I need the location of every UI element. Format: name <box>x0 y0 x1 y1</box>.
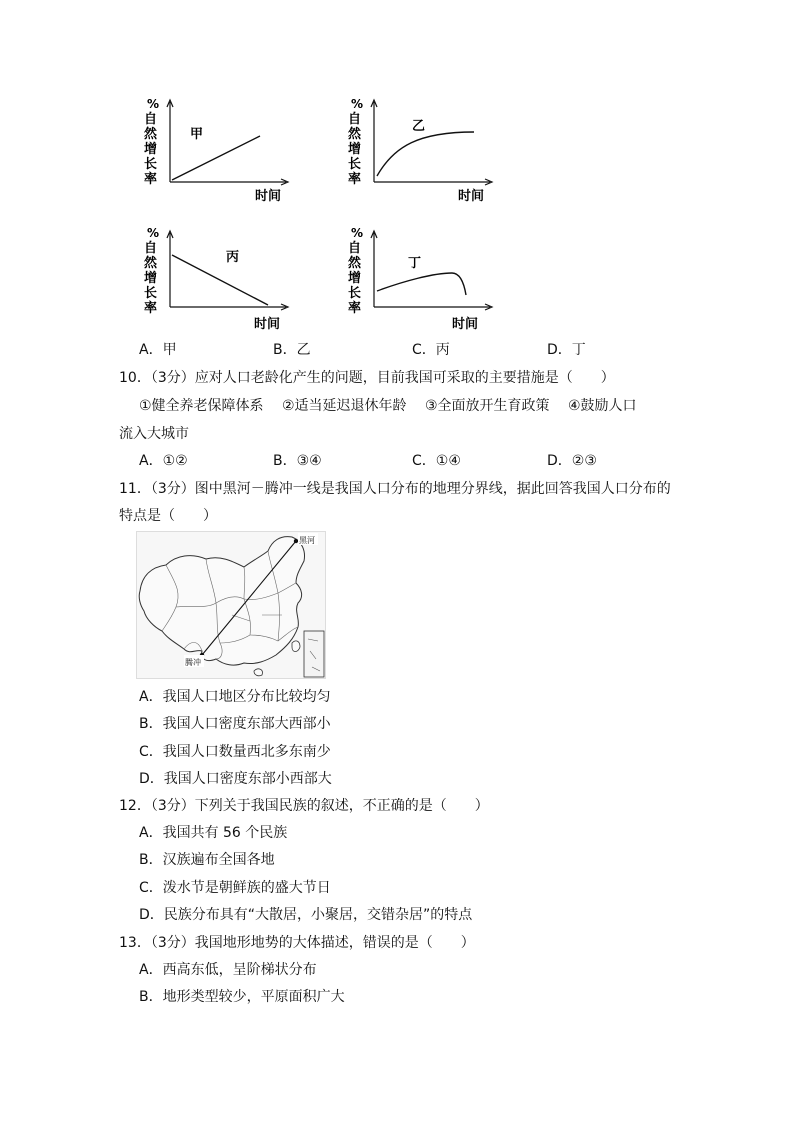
graph-curve <box>377 132 474 176</box>
graph-name: 丁 <box>408 256 422 271</box>
graph-name: 丙 <box>226 250 240 265</box>
map-label-heihe: 黑河 <box>299 536 315 545</box>
graph-name: 乙 <box>412 119 426 134</box>
q12-option-d[interactable]: D．民族分布具有“大散居，小聚居，交错杂居”的特点 <box>139 907 473 923</box>
q10-choices-line1: ①健全养老保障体系 ②适当延迟退休年龄 ③全面放开生育政策 ④鼓励人口 <box>139 398 637 414</box>
svg-text:%: % <box>147 226 160 240</box>
q10-choices-line2: 流入大城市 <box>119 426 189 442</box>
svg-text:长: 长 <box>144 157 158 172</box>
q11-option-d[interactable]: D．我国人口密度东部小西部大 <box>139 771 332 787</box>
svg-text:然: 然 <box>144 127 158 142</box>
svg-text:自: 自 <box>144 112 158 127</box>
svg-text:自: 自 <box>348 241 362 256</box>
q11-option-b[interactable]: B．我国人口密度东部大西部小 <box>139 716 331 732</box>
graph-xlabel: 时间 <box>254 317 281 332</box>
q11-option-a[interactable]: A．我国人口地区分布比较均匀 <box>139 689 331 705</box>
q10-option-a[interactable]: A．①② <box>139 453 188 469</box>
graph-name: 甲 <box>190 127 204 142</box>
graph-ylabel-unit: % <box>147 97 160 111</box>
svg-text:率: 率 <box>144 301 158 316</box>
q10-option-d[interactable]: D．②③ <box>547 453 597 469</box>
svg-text:长: 长 <box>348 286 362 301</box>
graph-xlabel: 时间 <box>452 317 479 332</box>
graph-axes <box>167 231 288 310</box>
svg-text:率: 率 <box>144 172 158 187</box>
map-label-tengchong: 腾冲 <box>185 658 201 667</box>
graph-xlabel: 时间 <box>458 189 485 204</box>
svg-text:率: 率 <box>348 172 362 187</box>
q11-title-line2: 特点是（ ） <box>119 508 217 524</box>
svg-text:长: 长 <box>144 286 158 301</box>
graph-ylabel <box>348 111 362 187</box>
q9-option-b[interactable]: B．乙 <box>273 342 311 358</box>
svg-text:增: 增 <box>144 142 158 157</box>
china-map <box>136 531 326 679</box>
q11-option-c[interactable]: C．我国人口数量西北多东南少 <box>139 744 331 760</box>
q9-option-d[interactable]: D．丁 <box>547 342 586 358</box>
graph-xlabel: 时间 <box>255 189 282 204</box>
graph-ylabel <box>144 111 158 187</box>
q9-option-c[interactable]: C．丙 <box>412 342 450 358</box>
q12-option-c[interactable]: C．泼水节是朝鲜族的盛大节日 <box>139 880 331 896</box>
graph-axes <box>371 100 492 185</box>
graph-jia <box>140 96 290 206</box>
q12-option-b[interactable]: B．汉族遍布全国各地 <box>139 852 275 868</box>
svg-text:增: 增 <box>348 142 362 157</box>
svg-text:自: 自 <box>144 241 158 256</box>
graph-curve <box>172 136 260 180</box>
q12-option-a[interactable]: A．我国共有 56 个民族 <box>139 825 288 841</box>
graph-ylabel <box>144 240 158 316</box>
q13-option-a[interactable]: A．西高东低，呈阶梯状分布 <box>139 962 317 978</box>
q10-option-c[interactable]: C．①④ <box>412 453 461 469</box>
q10-option-b[interactable]: B．③④ <box>273 453 322 469</box>
svg-text:然: 然 <box>348 256 362 271</box>
svg-text:自: 自 <box>348 112 362 127</box>
graph-axes <box>371 231 492 310</box>
svg-text:增: 增 <box>348 271 362 286</box>
svg-text:长: 长 <box>348 157 362 172</box>
svg-text:率: 率 <box>348 301 362 316</box>
q12-title: 12．（3分）下列关于我国民族的叙述，不正确的是（ ） <box>119 798 489 814</box>
q13-option-b[interactable]: B．地形类型较少，平原面积广大 <box>139 989 345 1005</box>
svg-text:%: % <box>351 97 364 111</box>
graph-curve <box>172 255 268 305</box>
q9-option-a[interactable]: A．甲 <box>139 342 177 358</box>
q11-title-line1: 11．（3分）图中黑河－腾冲一线是我国人口分布的地理分界线，据此回答我国人口分布的 <box>119 481 671 497</box>
svg-text:然: 然 <box>144 256 158 271</box>
graph-axes <box>167 100 288 185</box>
graph-curve <box>377 273 466 295</box>
graph-yi <box>344 96 494 206</box>
q10-title: 10．（3分）应对人口老龄化产生的问题，目前我国可采取的主要措施是（ ） <box>119 370 615 386</box>
graph-ding <box>344 225 494 335</box>
graph-ylabel <box>348 240 362 316</box>
svg-text:%: % <box>351 226 364 240</box>
svg-text:增: 增 <box>144 271 158 286</box>
graph-bing <box>140 225 290 335</box>
q13-title: 13．（3分）我国地形地势的大体描述，错误的是（ ） <box>119 935 475 951</box>
svg-text:然: 然 <box>348 127 362 142</box>
